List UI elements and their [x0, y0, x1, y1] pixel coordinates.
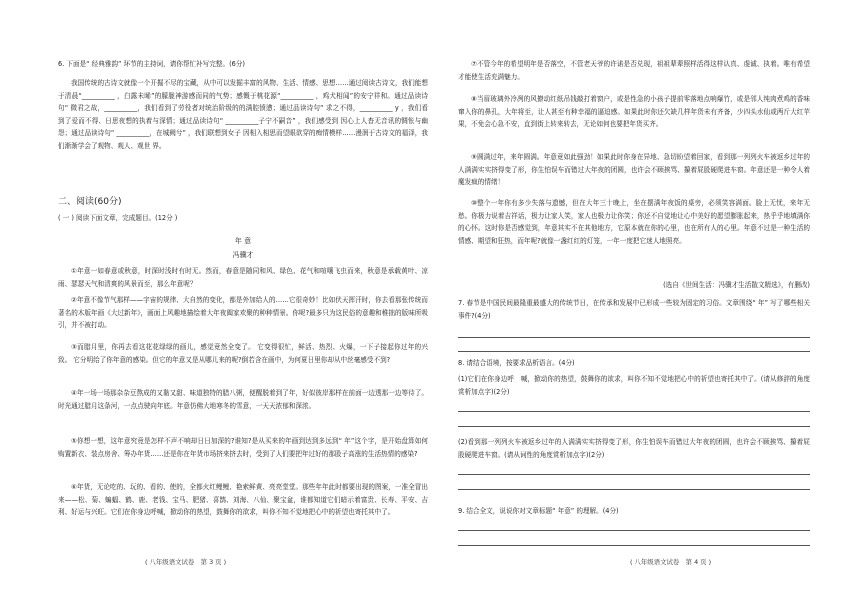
essay-title: 年 意	[234, 237, 252, 245]
reading-part-1-intro: ( 一 ) 阅读下面文章，完成题目。(12分 )	[58, 214, 178, 222]
question-6-heading: 6. 下面是“ 经典雅韵” 环节的主持词，请你帮忙补写完整。(6分)	[58, 60, 245, 68]
answer-line[interactable]	[458, 351, 810, 352]
question-9: 9. 结合全文，说说你对文章标题“ 年意” 的理解。(4分)	[458, 507, 619, 515]
essay-paragraph-3: ③而腊月里，你再去看这花花绿绿的画儿，感觉竟然全变了。 它变得很忙，鲜活、热烈、火爆，一下子接起你过年的兴致。 它分明给了你年意的感染。但它的年意又是从哪儿来的呢?倒若含在画中，为何夏日里你却从中丝毫感受不到?	[58, 343, 428, 364]
section-heading-reading: 二、阅读(60分)	[58, 197, 122, 207]
essay-paragraph-7: ⑦不管今年的希望明年是否落空，不管老天爷的许诺是否兑现，祖祖辈辈照样活得这样认真、虔诚、执着。唯有希望才能使生活充满魅力。	[458, 60, 810, 81]
essay-author: 冯骥才	[232, 251, 254, 259]
essay-paragraph-2: ②年意不像节气那样——宇宙的规律、大自然的变化，都是外加给人的……它很奇妙！比如伏天挥汗时，你去看那张传统而著名的木版年画《大过新年》，画面上风趣地描绘着大年夜阖家欢聚的种种情景。你呢?最多只为这民俗的意趣和稚拙的版味所吸引，并不被打动。	[58, 296, 428, 330]
answer-line[interactable]	[458, 411, 810, 412]
page-3-footer: ( 八年级语文试卷 第 3 页 )	[145, 558, 227, 566]
question-7: 7. 春节是中国民间最隆重最盛大的传统节日，在传承和发展中已形成一些较为固定的习俗。文章围绕“ 年” 写了哪些相关事件?(4分)	[458, 299, 810, 320]
question-8: 8. 请结合语境，按要求品析语言。(4分)	[458, 359, 575, 367]
answer-line[interactable]	[458, 337, 810, 338]
answer-line[interactable]	[458, 474, 810, 475]
answer-line[interactable]	[458, 426, 810, 427]
question-8-part-2: (2)看到那一列列火车被返乡过年的人满满实实挤得变了形，你生怕误车而错过大年夜的团圆，也许会不顾挨骂、攥着屁股硬爬进车窗。(请从词性的角度赏析加点字)(2分)	[458, 438, 810, 459]
answer-line[interactable]	[458, 530, 810, 531]
page-3	[58, 0, 428, 595]
essay-paragraph-4: ④年一场一场那杂杂豆熬成的又黏又甜、味道独特的腊八粥，便醒脱着到了年，好似彼岸那样在前面一边透那一边等待了。时光通过腊月这条河，一点点驶向年底。年意仿佛大地寒冬的雪意，一天天浓郁和深浓。	[58, 389, 428, 410]
essay-paragraph-6: ⑥年货，无论吃的、玩的、看的、使的，全都火红鲤鲤、艳索鲜黄、亮亮堂堂。那些年年此时都要出现的图案，一准全冒出来——松、菊、蝙蝠、鹤、鹿、老钱、宝马、肥猪、喜鹊、刘海、八仙、聚宝盆，谁都知道它们暗示着富贵、长寿、平安、吉利、好运与兴旺。它们在你身边呼喊，掀动你的热望，鼓舞你的欲求，叫你不知不觉地把心中的祈望也寄托其中了。	[58, 483, 428, 517]
essay-paragraph-1: ①年意一如春意或秋意，时深时浅时有时无。然而，春意是随同和风、绿色、花气和喧嚷飞虫而来，秋意是承载黄叶、凉雨、瑟瑟天气和清爽的风景而至，那么年意呢？	[58, 267, 428, 288]
essay-source: (选自《世间生活：冯骥才生活散文精选》，有删改)	[663, 281, 810, 289]
page-4-footer: ( 八年级语文试卷 第 4 页 )	[630, 558, 712, 566]
essay-paragraph-9: ⑨圆满过年，来年圆满。年意竟如此强劲！如果此时你身在异地、急切盼望着回家，看到那一列列火车被返乡过年的人满满实实挤得变了形，你生怕误车而错过大年夜的团圆，也许会不顾挨骂、攥着屁股硬爬进车窗。年意还是一种令人着魔发疯的情绪！	[458, 153, 810, 187]
answer-line[interactable]	[458, 489, 810, 490]
page-4	[458, 0, 810, 595]
essay-paragraph-8: ⑧当眉玻璃外冷冽的风撩动红纸吊钱敲打着窗户，或是性急的小孩子提前零落地点响爆竹，或是邻人纯肉煮鸡的香味窜入你的鼻孔，大年将至，让人甚至有种幸福的逼迫感。如果此时你还欠缺几样年货未有齐备，少四头水仙或两斤大红苹果，不免会心急不安，直到街上转来转去，无论如何也要把年货买齐。	[458, 95, 810, 129]
essay-paragraph-10: ⑩整个一年你有多少失落与遗憾，但在大年三十晚上，坐在摆满年夜饭的桌旁，必须笑容满面。脸上无忧，来年无愁。你极力说着吉祥话，极力让家人笑，家人也极力让你笑；你还不自觉地让心中美好的愿望膨胀起来，热乎乎地填满你的心怀。这时你是否感觉到，年意其实不在其他地方，它原本就在你的心里，也在所有人的心里。年意不过是一种生活的情感、期望和狂热，而年呢?就像一盏红红的灯笼，一年一度把它迷人地照亮。	[458, 199, 810, 245]
question-6-body: 我国传统的古诗文就像一个开掘不尽的宝藏，从中可以发掘丰富的风物、生活、情感、思想……通过阅读古诗文，我们能想于清晨“__________ ，白露未晞”的朦胧神游感而同的气势；感慨于桃花源“__________ ，鸡犬相闻”的安宁祥和。通过品读诗句“ 微君之故，__________，我们看到了劳役者对统治阶级的的满腔愤懑；通过品读诗句“ 求之不得，__________ y ，我们看 到了爱而不得、日思夜想的执着与深情；通过品读诗句“ __________子宁不嗣音” ，我们感受到 因心上人杳无音讯的惆怅与幽怨；通过品读诗句“ __________，在城阙兮” ，我们联想到女子 因相入相思而望眼欲穿的痴情模样……漫润于古诗文的福泽，我们渐渐学会了观物、观人、观世 界。	[58, 79, 428, 150]
essay-paragraph-5: ⑤你想一想，这年意究竟是怎样不声不响却日日加深的?谁知?是从买来的年画到达到多远到“ 年”这个字，是开始盘算如何购置新衣、装点房舍、筹办年货……还是你在年货市场挤来挤去时，受到了人们要把年过好的那股子高涨的生活热情的感染?	[58, 437, 428, 458]
question-8-part-1: (1)它们在你身边呼 喊，掀动你的热望，鼓舞你的欲求，叫你不知不觉地把心中的祈望也寄托其中了。(请从修辞的角度赏析加点字)(2分)	[458, 375, 810, 396]
answer-line[interactable]	[458, 545, 810, 546]
